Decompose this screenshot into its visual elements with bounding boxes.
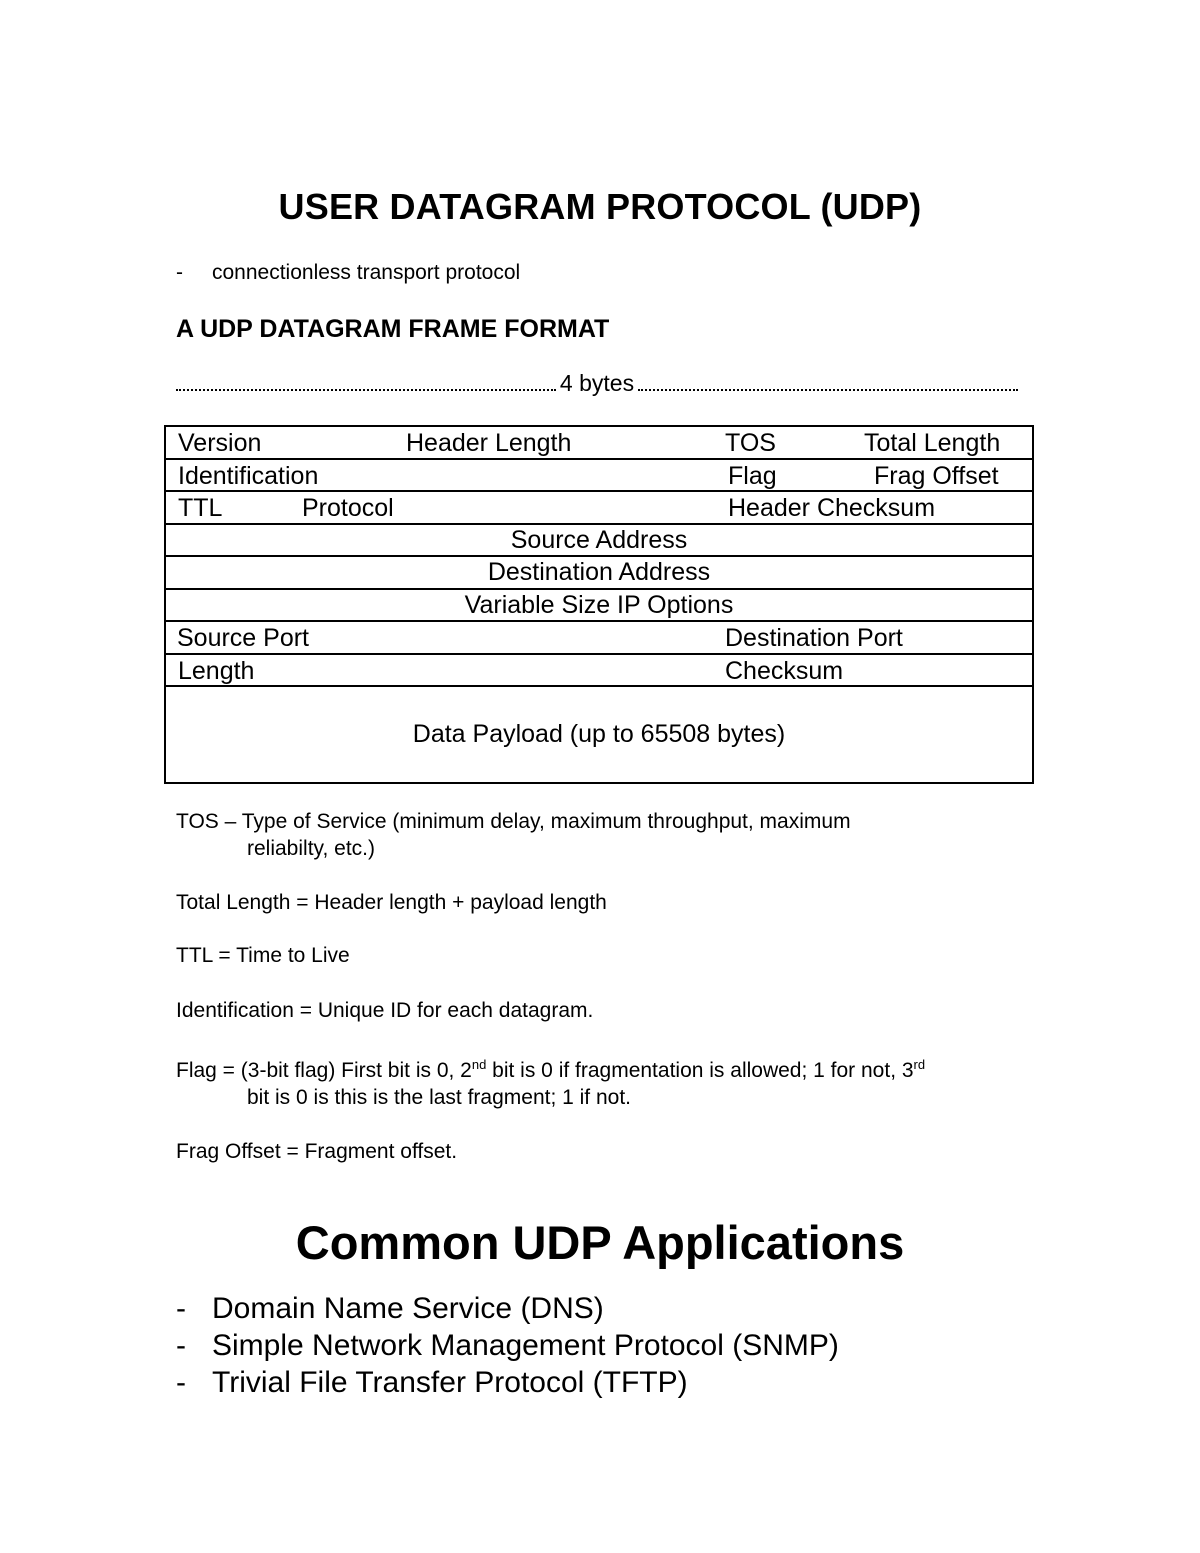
field-ip-options: Variable Size IP Options — [464, 590, 734, 619]
bytes-width-indicator — [176, 368, 1018, 398]
bullet-dash: - — [176, 1329, 186, 1362]
frame-row-7 — [166, 622, 1032, 655]
field-checksum: Checksum — [725, 656, 844, 685]
def-tos-line1: TOS – Type of Service (minimum delay, maximum throughput, maximum — [176, 810, 851, 833]
frame-row-payload — [166, 687, 1032, 782]
list-item — [176, 1290, 839, 1327]
def-identification: Identification = Unique ID for each datagram. — [176, 999, 594, 1022]
app-tftp: Trivial File Transfer Protocol (TFTP) — [212, 1366, 688, 1399]
field-header-checksum: Header Checksum — [728, 494, 936, 522]
apps-list — [176, 1290, 839, 1401]
field-source-address: Source Address — [510, 525, 688, 554]
def-flag-part2: bit is 0 if fragmentation is allowed; 1 for not, 3 — [486, 1059, 914, 1082]
bullet-dash: - — [176, 1366, 186, 1399]
def-flag-part1: Flag = (3-bit flag) First bit is 0, 2 — [176, 1059, 472, 1082]
list-item — [176, 1364, 839, 1401]
def-tos — [176, 808, 1056, 862]
field-flag: Flag — [728, 461, 777, 490]
field-identification: Identification — [178, 461, 319, 490]
def-frag-offset: Frag Offset = Fragment offset. — [176, 1140, 458, 1163]
dotted-line-right — [638, 389, 1018, 391]
intro-bullet — [176, 261, 520, 285]
field-ttl: TTL — [178, 494, 223, 522]
field-source-port: Source Port — [177, 624, 310, 652]
field-data-payload: Data Payload (up to 65508 bytes) — [412, 720, 786, 748]
field-tos: TOS — [725, 429, 776, 457]
field-length: Length — [178, 656, 255, 685]
def-total-length: Total Length = Header length + payload length — [176, 891, 607, 914]
def-tos-line2: reliabilty, etc.) — [247, 837, 375, 860]
dotted-line-left — [176, 389, 556, 391]
definitions — [176, 808, 1056, 1165]
frame-format-heading: A UDP DATAGRAM FRAME FORMAT — [176, 315, 610, 343]
page-title: USER DATAGRAM PROTOCOL (UDP) — [278, 186, 922, 227]
app-snmp: Simple Network Management Protocol (SNMP) — [212, 1329, 839, 1362]
bullet-dash: - — [176, 1292, 186, 1325]
udp-frame-diagram — [164, 425, 1034, 784]
frame-row-3 — [166, 492, 1032, 525]
def-flag-sup-nd: nd — [471, 1057, 487, 1072]
app-dns: Domain Name Service (DNS) — [212, 1292, 604, 1325]
field-frag-offset: Frag Offset — [874, 461, 999, 490]
def-flag-sup-rd: rd — [913, 1057, 926, 1072]
field-destination-address: Destination Address — [487, 558, 711, 586]
apps-heading: Common UDP Applications — [295, 1216, 905, 1269]
frame-row-5 — [166, 557, 1032, 590]
def-flag — [176, 1051, 1056, 1111]
def-ttl: TTL = Time to Live — [176, 944, 350, 967]
frame-row-4 — [166, 525, 1032, 558]
field-protocol: Protocol — [302, 494, 394, 522]
frame-row-2 — [166, 460, 1032, 493]
frame-row-1 — [166, 427, 1032, 460]
field-destination-port: Destination Port — [725, 624, 903, 652]
def-flag-line2: bit is 0 is this is the last fragment; 1 if not. — [247, 1086, 631, 1109]
field-version: Version — [178, 429, 262, 457]
list-item — [176, 1327, 839, 1364]
field-header-length: Header Length — [406, 429, 572, 457]
field-total-length: Total Length — [864, 429, 1001, 457]
bytes-label: 4 bytes — [559, 369, 635, 396]
frame-row-6 — [166, 590, 1032, 623]
intro-bullet-text: connectionless transport protocol — [212, 261, 521, 284]
bullet-dash: - — [176, 261, 183, 284]
frame-row-8 — [166, 655, 1032, 688]
